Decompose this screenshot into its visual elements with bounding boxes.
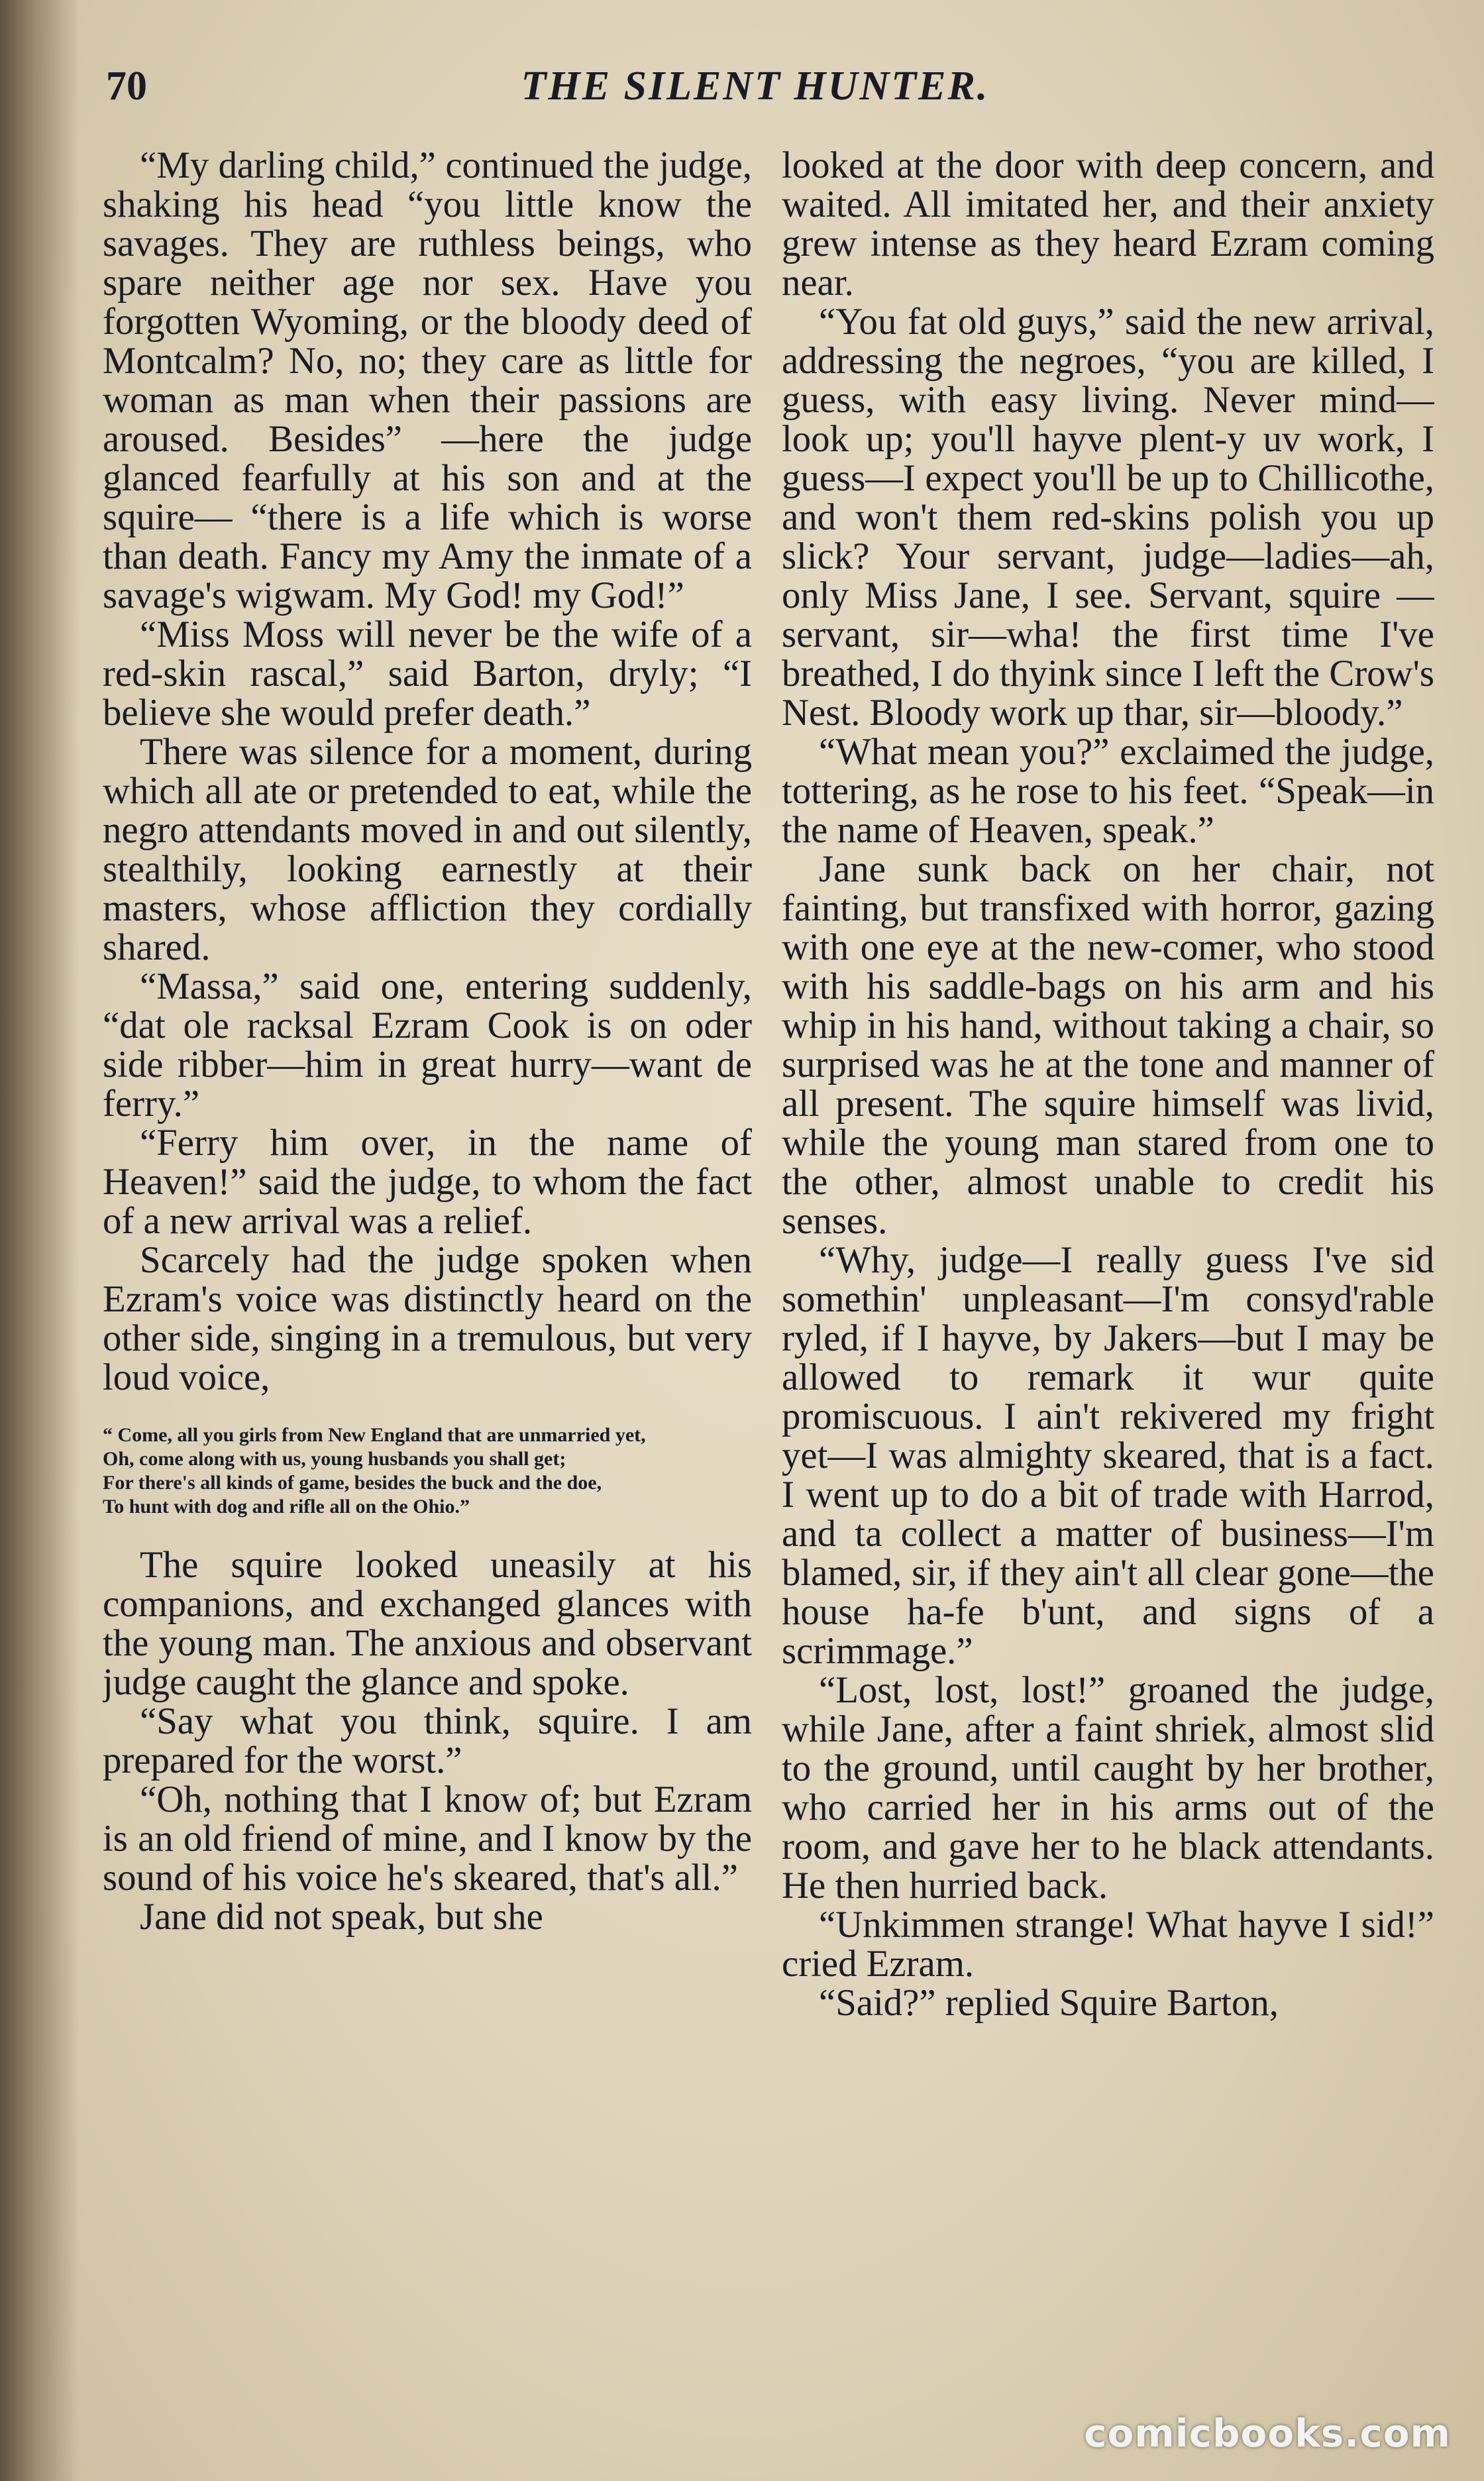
paragraph: “Why, judge—I really guess I've sid somethin' unpleasant—I'm consyd'rable ryled, if I hayve, by Jakers—but I may be allowed to remark it wur quite promiscuous. I ain't rekivered my fright yet—I was almighty skeared, that is a fact. I went up to do a bit of trade with Harrod, and ta collect a matter of business—I'm blamed, sir, if they ain't all clear gone—the house ha-fe b'unt, and signs of a scrimmage.” (782, 1239, 1434, 1672)
paragraph: “Unkimmen strange! What hayve I sid!” cried Ezram. (782, 1904, 1434, 1985)
paragraph: “Say what you think, squire. I am prepared for the worst.” (103, 1700, 752, 1781)
paragraph: looked at the door with deep concern, and waited. All imitated her, and their anxiety grew intense as they heard Ezram coming near. (782, 146, 1434, 303)
running-title: THE SILENT HUNTER. (521, 64, 990, 109)
page-header (99, 63, 1411, 123)
right-column (782, 146, 1434, 2372)
paragraph: “Miss Moss will never be the wife of a red-skin rascal,” said Barton, dryly; “I believe she would prefer death.” (103, 614, 752, 734)
verse-line: Oh, come along with us, young husbands you shall get; (103, 1448, 566, 1470)
paragraph: The squire looked uneasily at his companions, and exchanged glances with the young man. The anxious and observant judge caught the glance and spoke. (103, 1544, 752, 1703)
verse-line: To hunt with dog and rifle all on the Ohio.” (103, 1496, 470, 1517)
paragraph: There was silence for a moment, during which all ate or pretended to eat, while the negro attendants moved in and out silently, stealthily, looking earnestly at their masters, whose affliction they cordially shared. (103, 731, 752, 968)
paragraph: “What mean you?” exclaimed the judge, tottering, as he rose to his feet. “Speak—in the name of Heaven, speak.” (782, 731, 1434, 851)
verse-line: For there's all kinds of game, besides the buck and the doe, (103, 1472, 602, 1494)
paragraph: “Massa,” said one, entering suddenly, “dat ole racksal Ezram Cook is on oder side ribber—him in great hurry—want de ferry.” (103, 965, 752, 1125)
paragraph: “Lost, lost, lost!” groaned the judge, while Jane, after a faint shriek, almost slid to the ground, until caught by her brother, who carried her in his arms out of the room, and gave her to he black attendants. He then hurried back. (782, 1669, 1434, 1906)
paragraph: “Oh, nothing that I know of; but Ezram is an old friend of mine, and I know by the sound of his voice he's skeared, that's all.” (103, 1779, 752, 1899)
left-column (103, 146, 752, 2372)
watermark: comicbooks.com (1084, 2411, 1451, 2456)
paragraph: “My darling child,” continued the judge, shaking his head “you little know the savages. They are ruthless beings, who spare neither age nor sex. Have you forgotten Wyoming, or the bloody deed of Montcalm? No, no; they care as little for woman as man when their passions are aroused. Besides” —here the judge glanced fearfully at his son and at the squire— “there is a life which is worse than death. Fancy my Amy the inmate of a savage's wigwam. My God! my God!” (103, 146, 752, 616)
paragraph: Scarcely had the judge spoken when Ezram's voice was distinctly heard on the other side, singing in a tremulous, but very loud voice, (103, 1239, 752, 1398)
paragraph: “Said?” replied Squire Barton, (819, 1982, 1279, 2024)
paragraph: Jane did not speak, but she (140, 1896, 543, 1938)
song-verse (103, 1423, 752, 1519)
paragraph: Jane sunk back on her chair, not fainting, but transfixed with horror, gazing with one eye at the new-comer, who stood with his saddle-bags on his arm and his whip in his hand, without taking a chair, so surprised was he at the tone and manner of all present. The squire himself was livid, while the young man stared from one to the other, almost unable to credit his senses. (782, 848, 1434, 1242)
page-gutter-shadow (0, 0, 80, 2481)
paragraph: “You fat old guys,” said the new arrival, addressing the negroes, “you are killed, I guess, with easy living. Never mind— look up; you'll hayve plent-y uv work, I guess—I expect you'll be up to Chillicothe, and won't them red-skins polish you up slick? Your servant, judge—ladies—ah, only Miss Jane, I see. Servant, squire —servant, sir—wha! the first time I've breathed, I do thyink since I left the Crow's Nest. Bloody work up thar, sir—bloody.” (782, 301, 1434, 734)
paragraph: “Ferry him over, in the name of Heaven!” said the judge, to whom the fact of a new arrival was a relief. (103, 1122, 752, 1242)
page-number: 70 (106, 64, 147, 109)
verse-line: “ Come, all you girls from New England that are unmarried yet, (103, 1424, 646, 1446)
